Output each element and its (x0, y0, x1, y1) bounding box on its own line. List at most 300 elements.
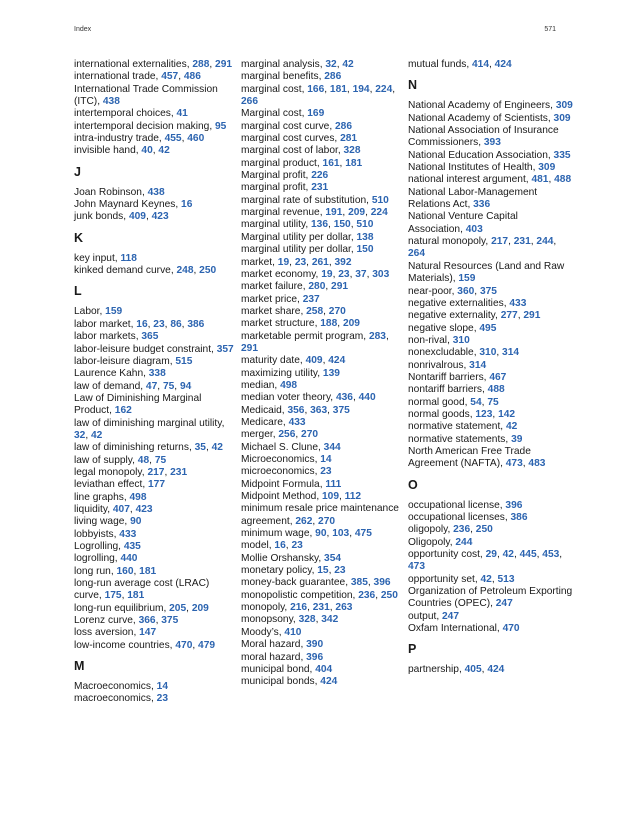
index-entry: kinked demand curve, 248, 250 (74, 265, 217, 277)
index-entry: market share, 258, 270 (241, 305, 346, 317)
page-reference-link[interactable]: 440 (120, 553, 138, 565)
index-entry (74, 516, 239, 528)
index-entry (74, 331, 239, 343)
page-reference-link[interactable]: 231 (311, 182, 329, 194)
index-term: National Education Association, (408, 149, 554, 161)
page-reference-link[interactable]: 328 (343, 145, 361, 157)
page-reference-link[interactable]: 266 (241, 96, 258, 108)
page-reference-link[interactable]: 248 (176, 265, 194, 277)
page-reference-link[interactable]: 42 (342, 59, 354, 70)
index-term: lobbyists, (74, 528, 120, 540)
index-entry: oligopoly, 236, 250 (408, 524, 493, 536)
page-reference-link[interactable]: 270 (328, 305, 346, 317)
page-reference-link[interactable]: 483 (528, 458, 546, 470)
page-reference-link[interactable]: 424 (320, 676, 338, 688)
page-reference-link[interactable]: 335 (553, 149, 571, 161)
index-term: law of diminishing returns, (74, 442, 195, 454)
page-reference-link[interactable]: 263 (335, 602, 353, 614)
index-term: Lorenz curve, (74, 615, 139, 627)
page-reference-link[interactable]: 310 (479, 347, 497, 359)
page-reference-link[interactable]: 365 (141, 331, 159, 343)
page-reference-link[interactable]: 467 (489, 371, 507, 383)
index-entry: market failure, 280, 291 (241, 281, 349, 293)
page-reference-link[interactable]: 360 (457, 285, 475, 297)
page-reference-link[interactable]: 291 (331, 281, 349, 293)
page-reference-link[interactable]: 342 (321, 614, 339, 626)
index-entry: maturity date, 409, 424 (241, 355, 346, 367)
page-reference-link[interactable]: 457 (161, 71, 179, 83)
index-term: microeconomics, (241, 466, 321, 478)
index-entry: opportunity set, 42, 513 (408, 573, 515, 585)
page-reference-link[interactable]: 309 (555, 100, 573, 112)
page-reference-link[interactable]: 277 (500, 310, 518, 322)
page-reference-link[interactable]: 310 (452, 334, 470, 346)
page-reference-link[interactable]: 86 (170, 318, 182, 330)
page-reference-link[interactable]: 47 (145, 380, 158, 392)
page-reference-link[interactable]: 328 (298, 614, 316, 626)
page-reference-link[interactable]: 42 (502, 549, 514, 561)
page-reference-link[interactable]: 256 (278, 429, 296, 441)
page-reference-link[interactable]: 281 (340, 133, 358, 145)
page-reference-link[interactable]: 75 (487, 396, 499, 408)
page-reference-link[interactable]: 236 (453, 524, 471, 536)
page-reference-link[interactable]: 479 (198, 639, 216, 651)
index-entry (241, 454, 406, 466)
index-entry: marginal utility, 136, 150, 510 (241, 219, 374, 231)
page-reference-link[interactable]: 433 (509, 297, 527, 309)
index-term: market failure, (241, 281, 309, 293)
page-reference-link[interactable]: 90 (315, 528, 327, 540)
page-reference-link[interactable]: 166 (307, 83, 325, 95)
index-term: median, (241, 379, 281, 391)
page-reference-link[interactable]: 385 (350, 577, 368, 589)
index-entry: marginal product, 161, 181 (241, 157, 363, 169)
page-reference-link[interactable]: 338 (148, 368, 166, 380)
page-reference-link[interactable]: 375 (332, 404, 350, 416)
index-term: oligopoly, (408, 524, 454, 536)
page-reference-link[interactable]: 181 (127, 590, 145, 602)
page-reference-link[interactable]: 436 (335, 392, 353, 404)
page-reference-link[interactable]: 32 (325, 59, 337, 70)
index-term: Joan Robinson, (74, 186, 148, 198)
page-reference-link[interactable]: 162 (114, 405, 132, 417)
index-entry (408, 537, 573, 549)
page-reference-link[interactable]: 498 (280, 379, 298, 391)
index-term: law of diminishing marginal utility, (74, 417, 225, 429)
page-reference-link[interactable]: 510 (371, 194, 389, 206)
page-reference-link[interactable]: 270 (301, 429, 319, 441)
index-entry: long-run average cost (LRAC) curve, 175, 181 (74, 578, 210, 602)
page-reference-link[interactable]: 344 (323, 441, 341, 453)
page-reference-link[interactable]: 460 (187, 133, 205, 145)
index-term: National Academy of Engineers, (408, 100, 556, 112)
index-entry (408, 384, 573, 396)
index-term: marginal utility, (241, 219, 312, 231)
page-reference-link[interactable]: 142 (498, 408, 516, 420)
page-reference-link[interactable]: 440 (358, 392, 376, 404)
page-reference-link[interactable]: 188 (320, 318, 338, 330)
page-reference-link[interactable]: 160 (116, 565, 134, 577)
page-reference-link[interactable]: 433 (288, 416, 306, 428)
index-entry (241, 479, 406, 491)
page-reference-link[interactable]: 194 (352, 83, 370, 95)
page-reference-link[interactable]: 513 (497, 573, 515, 585)
page-reference-link[interactable]: 396 (505, 499, 523, 511)
page-reference-link[interactable]: 424 (494, 59, 512, 70)
page-reference-link[interactable]: 403 (465, 223, 483, 235)
index-term: intertemporal choices, (74, 108, 177, 120)
index-term: labor markets, (74, 331, 142, 343)
page-reference-link[interactable]: 29 (485, 549, 497, 561)
page-reference-link[interactable]: 393 (483, 137, 501, 149)
page-reference-link[interactable]: 407 (112, 503, 130, 515)
page-reference-link[interactable]: 37 (355, 268, 367, 280)
index-entry (408, 323, 573, 335)
index-entry (241, 182, 406, 194)
index-term: market economy, (241, 268, 322, 280)
page-reference-link[interactable]: 14 (320, 454, 332, 465)
page-reference-link[interactable]: 270 (318, 515, 336, 527)
page-reference-link[interactable]: 175 (104, 590, 122, 602)
index-entry (74, 199, 239, 211)
page-reference-link[interactable]: 314 (502, 347, 520, 359)
page-reference-link[interactable]: 14 (156, 681, 169, 693)
index-entry (74, 344, 239, 356)
page-reference-link[interactable]: 19 (277, 256, 290, 268)
index-entry: median voter theory, 436, 440 (241, 392, 376, 404)
page-reference-link[interactable]: 177 (148, 479, 166, 491)
page-reference-link[interactable]: 217 (147, 466, 165, 478)
index-entry: labor market, 16, 23, 86, 386 (74, 318, 205, 330)
index-term: marginal rate of substitution, (241, 194, 372, 206)
page-reference-link[interactable]: 209 (191, 602, 209, 614)
page-reference-link[interactable]: 147 (139, 627, 157, 639)
page-reference-link[interactable]: 435 (123, 541, 141, 552)
page-reference-link[interactable]: 470 (502, 623, 520, 635)
page-reference-link[interactable]: 291 (241, 342, 258, 354)
index-entry: market economy, 19, 23, 37, 303 (241, 268, 390, 280)
page-reference-link[interactable]: 481 (531, 174, 549, 186)
index-term: negative externalities, (408, 297, 510, 309)
page-reference-link[interactable]: 291 (523, 310, 541, 322)
page-reference-link[interactable]: 375 (479, 285, 497, 297)
page-reference-link[interactable]: 247 (442, 610, 459, 622)
page-reference-link[interactable]: 250 (380, 589, 398, 601)
index-column-1 (74, 59, 239, 706)
page-reference-link[interactable]: 286 (335, 120, 352, 132)
page-reference-link[interactable]: 231 (170, 466, 188, 478)
index-term: National Association of Insurance Commissioners, (408, 125, 559, 149)
index-term: Medicaid, (241, 404, 288, 416)
page-reference-link[interactable]: 354 (324, 552, 342, 564)
index-term: line graphs, (74, 491, 130, 503)
page-reference-link[interactable]: 244 (455, 536, 473, 548)
page-reference-link[interactable]: 150 (333, 219, 351, 231)
index-entry (241, 232, 406, 244)
page-reference-link[interactable]: 475 (354, 528, 372, 540)
index-term: nonexcludable, (408, 347, 480, 359)
page-reference-link[interactable]: 291 (215, 59, 233, 70)
page-reference-link[interactable]: 216 (290, 602, 308, 614)
page-reference-link[interactable]: 286 (324, 71, 342, 83)
index-term: natural monopoly, (408, 236, 492, 248)
page-reference-link[interactable]: 262 (295, 515, 313, 527)
page-reference-link[interactable]: 498 (129, 491, 147, 503)
page-reference-link[interactable]: 414 (472, 59, 489, 70)
index-term: North American Free Trade Agreement (NAFTA), (408, 445, 531, 470)
page-reference-link[interactable]: 15 (317, 565, 329, 577)
index-entry (74, 306, 239, 318)
page-reference-link[interactable]: 445 (519, 549, 537, 561)
page-reference-link[interactable]: 159 (458, 273, 476, 285)
index-term: long-run average cost (LRAC) curve, (74, 578, 210, 602)
page-reference-link[interactable]: 261 (311, 256, 329, 268)
page-reference-link[interactable]: 209 (342, 318, 360, 330)
index-term: non-rival, (408, 334, 453, 346)
index-term: moral hazard, (241, 651, 307, 663)
index-term: minimum resale price maintenance agreement, (241, 503, 399, 527)
page-reference-link[interactable]: 23 (320, 466, 332, 478)
page-reference-link[interactable]: 42 (480, 573, 492, 585)
index-entry (74, 253, 239, 265)
page-reference-link[interactable]: 410 (284, 626, 302, 638)
index-entry: normal good, 54, 75 (408, 396, 499, 408)
page-reference-link[interactable]: 433 (119, 528, 137, 540)
page-reference-link[interactable]: 396 (373, 577, 391, 589)
page-reference-link[interactable]: 16 (181, 199, 193, 211)
page-reference-link[interactable]: 118 (120, 252, 137, 264)
page-reference-link[interactable]: 42 (211, 442, 223, 454)
page-reference-link[interactable]: 231 (513, 236, 531, 248)
page-reference-link[interactable]: 35 (194, 442, 206, 454)
page-reference-link[interactable]: 40 (141, 145, 153, 157)
page-reference-link[interactable]: 247 (495, 598, 513, 610)
page-reference-link[interactable]: 19 (321, 268, 333, 280)
page-reference-link[interactable]: 181 (345, 157, 363, 169)
page-reference-link[interactable]: 470 (175, 639, 193, 651)
index-entry (241, 466, 406, 478)
page-reference-link[interactable]: 396 (306, 651, 324, 663)
index-entry: minimum resale price maintenance agreement, 262, 270 (241, 503, 399, 527)
index-entry (74, 693, 239, 705)
page-reference-link[interactable]: 123 (475, 408, 493, 420)
index-entry (408, 611, 573, 623)
index-entry (74, 108, 239, 120)
page-reference-link[interactable]: 473 (408, 561, 425, 573)
index-entry (241, 368, 406, 380)
index-term: opportunity set, (408, 573, 481, 585)
page-reference-link[interactable]: 112 (344, 491, 362, 503)
page-reference-link[interactable]: 280 (308, 281, 326, 293)
page-reference-link[interactable]: 217 (491, 236, 509, 248)
page-reference-link[interactable]: 41 (176, 108, 188, 120)
index-letter-heading: M (74, 659, 85, 674)
page-reference-link[interactable]: 250 (475, 524, 493, 536)
page-reference-link[interactable]: 386 (187, 318, 205, 330)
index-entry (408, 623, 573, 635)
page-reference-link[interactable]: 231 (312, 602, 330, 614)
index-term: nonrivalrous, (408, 359, 470, 371)
page-reference-link[interactable]: 23 (153, 318, 165, 330)
index-term: labor market, (74, 318, 137, 330)
page-reference-link[interactable]: 258 (306, 305, 324, 317)
index-entry (74, 121, 239, 133)
page-reference-link[interactable]: 237 (302, 293, 320, 305)
page-reference-link[interactable]: 423 (135, 503, 153, 515)
page-reference-link[interactable]: 473 (505, 458, 523, 470)
page-reference-link[interactable]: 16 (274, 540, 286, 552)
page-reference-link[interactable]: 250 (199, 265, 217, 277)
page-reference-link[interactable]: 356 (287, 404, 305, 416)
page-reference-link[interactable]: 181 (329, 83, 347, 95)
page-reference-link[interactable]: 438 (147, 186, 165, 198)
page-reference-link[interactable]: 264 (408, 248, 425, 260)
page-reference-link[interactable]: 111 (325, 478, 342, 490)
page-reference-link[interactable]: 75 (162, 380, 175, 392)
page-reference-link[interactable]: 39 (511, 433, 523, 445)
page-reference-link[interactable]: 375 (161, 615, 179, 627)
page-reference-link[interactable]: 42 (505, 421, 518, 433)
index-entry: mutual funds, 414, 424 (408, 59, 512, 70)
index-term: money-back guarantee, (241, 577, 351, 589)
page-reference-link[interactable]: 283 (368, 330, 386, 342)
index-term: maximizing utility, (241, 367, 323, 379)
page-reference-link[interactable]: 392 (334, 256, 352, 268)
page-reference-link[interactable]: 409 (305, 355, 323, 367)
index-entry (74, 368, 239, 380)
page-reference-link[interactable]: 23 (334, 565, 346, 577)
index-entry: law of diminishing marginal utility, 32, 42 (74, 417, 225, 441)
index-term: international trade, (74, 71, 162, 83)
index-entry: monopolistic competition, 236, 250 (241, 589, 398, 601)
page-reference-link[interactable]: 139 (322, 367, 340, 379)
page-reference-link[interactable]: 366 (138, 615, 156, 627)
page-reference-link[interactable]: 205 (169, 602, 187, 614)
page-reference-link[interactable]: 159 (105, 306, 123, 318)
index-entry: partnership, 405, 424 (408, 664, 505, 676)
page-reference-link[interactable]: 357 (216, 343, 234, 355)
page-reference-link[interactable]: 224 (370, 207, 388, 219)
index-entry: minimum wage, 90, 103, 475 (241, 528, 372, 540)
index-term: Law of Diminishing Marginal Product, (74, 392, 202, 417)
page-reference-link[interactable]: 424 (487, 664, 505, 676)
page-reference-link[interactable]: 515 (175, 355, 193, 367)
page-reference-link[interactable]: 90 (130, 516, 142, 528)
page-reference-link[interactable]: 136 (311, 219, 329, 231)
page-reference-link[interactable]: 423 (151, 211, 169, 223)
page-reference-link[interactable]: 424 (328, 355, 346, 367)
index-term: intertemporal decision making, (74, 120, 215, 132)
page-reference-link[interactable]: 288 (192, 59, 210, 70)
index-term: Mollie Orshansky, (241, 552, 325, 564)
index-entry: liquidity, 407, 423 (74, 503, 153, 515)
page-reference-link[interactable]: 181 (139, 565, 157, 577)
index-letter-heading: K (74, 230, 84, 245)
index-entry: marginal cost, 166, 181, 194, 224, 266 (241, 83, 396, 108)
page-reference-link[interactable]: 336 (473, 199, 491, 211)
page-reference-link[interactable]: 32 (74, 429, 86, 441)
page-reference-link[interactable]: 455 (164, 133, 182, 145)
page-reference-link[interactable]: 23 (156, 693, 169, 705)
page-reference-link[interactable]: 95 (215, 120, 227, 132)
index-term: normal good, (408, 396, 471, 408)
index-term: minimum wage, (241, 528, 316, 540)
page-reference-link[interactable]: 510 (356, 219, 374, 231)
index-entry: Lorenz curve, 366, 375 (74, 615, 179, 627)
page-reference-link[interactable]: 191 (325, 207, 343, 219)
page-reference-link[interactable]: 303 (372, 268, 390, 280)
page-reference-link[interactable]: 409 (128, 211, 146, 223)
page-reference-link[interactable]: 48 (137, 454, 150, 466)
page-reference-link[interactable]: 495 (479, 322, 497, 334)
page-reference-link[interactable]: 363 (310, 404, 328, 416)
page-reference-link[interactable]: 94 (179, 380, 192, 392)
index-letter-heading: P (408, 642, 417, 657)
index-entry: marginal revenue, 191, 209, 224 (241, 207, 388, 219)
page-reference-link[interactable]: 386 (510, 512, 528, 523)
index-term: long-run equilibrium, (74, 602, 170, 614)
page-reference-link[interactable]: 23 (291, 540, 303, 552)
index-term: low-income countries, (74, 639, 176, 651)
page-reference-link[interactable]: 138 (356, 231, 374, 243)
page-reference-link[interactable]: 150 (356, 244, 374, 256)
index-entry (241, 442, 406, 454)
page-reference-link[interactable]: 488 (487, 384, 505, 396)
index-entry (241, 71, 406, 83)
page-reference-link[interactable]: 209 (348, 207, 366, 219)
page-reference-link[interactable]: 404 (315, 663, 333, 675)
index-entry: intra-industry trade, 455, 460 (74, 133, 205, 145)
page-reference-link[interactable]: 224 (375, 83, 393, 95)
page-reference-link[interactable]: 309 (538, 162, 556, 174)
page-reference-link[interactable]: 486 (183, 71, 201, 83)
page-reference-link[interactable]: 488 (554, 174, 572, 186)
page-reference-link[interactable]: 23 (294, 256, 307, 268)
index-term: international externalities, (74, 59, 193, 70)
page-reference-link[interactable]: 405 (464, 664, 482, 676)
page-reference-link[interactable]: 16 (136, 318, 148, 330)
page-reference-link[interactable]: 75 (154, 454, 167, 466)
page-reference-link[interactable]: 169 (307, 108, 325, 120)
page-reference-link[interactable]: 103 (332, 528, 350, 540)
page-reference-link[interactable]: 42 (91, 429, 103, 441)
page-reference-link[interactable]: 309 (553, 112, 571, 124)
index-entry: marginal analysis, 32, 42 (241, 59, 354, 70)
page-reference-link[interactable]: 54 (470, 396, 482, 408)
index-term: normal goods, (408, 408, 476, 420)
page-reference-link[interactable]: 236 (358, 589, 376, 601)
page-reference-link[interactable]: 23 (338, 268, 350, 280)
page-reference-link[interactable]: 244 (536, 236, 554, 248)
page-reference-link[interactable]: 109 (321, 491, 339, 503)
page-reference-link[interactable]: 390 (306, 639, 324, 651)
index-term: marginal revenue, (241, 207, 326, 219)
index-term: marginal benefits, (241, 71, 325, 83)
index-entry: normal goods, 123, 142 (408, 408, 516, 420)
page-reference-link[interactable]: 226 (311, 170, 329, 182)
page-reference-link[interactable]: 314 (469, 359, 487, 371)
index-term: occupational license, (408, 499, 506, 511)
index-term: Oligopoly, (408, 536, 456, 548)
index-entry (241, 676, 406, 688)
index-entry (241, 553, 406, 565)
index-term: municipal bond, (241, 663, 316, 675)
index-term: marginal cost, (241, 83, 308, 95)
page-reference-link[interactable]: 453 (542, 549, 560, 561)
page-reference-link[interactable]: 42 (158, 145, 170, 157)
page-reference-link[interactable]: 438 (102, 96, 120, 108)
page-reference-link[interactable]: 161 (322, 157, 340, 169)
